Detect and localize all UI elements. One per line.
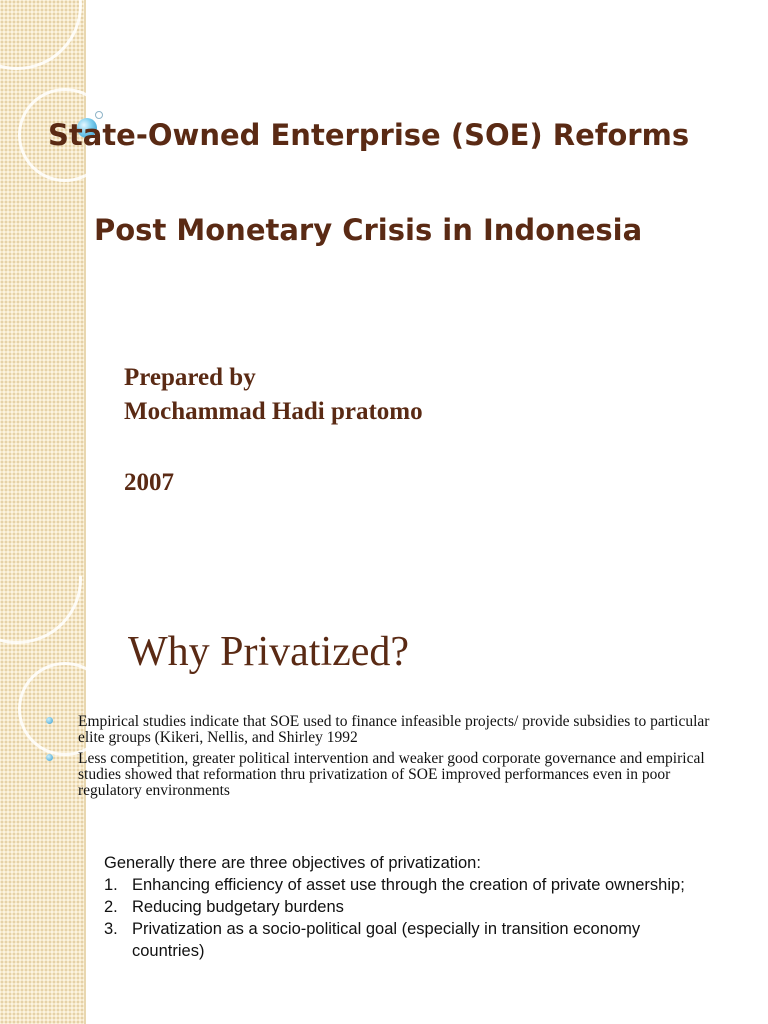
objectives-block bbox=[104, 852, 704, 962]
prepared-by-label: Prepared by bbox=[124, 364, 256, 391]
objectives-intro: Generally there are three objectives of privatization: bbox=[104, 854, 481, 872]
slide-subtitle: Post Monetary Crisis in Indonesia bbox=[94, 213, 643, 247]
objective-number: 3. bbox=[104, 920, 118, 938]
objective-item bbox=[104, 918, 704, 962]
year: 2007 bbox=[124, 469, 174, 496]
bullet-item bbox=[78, 751, 728, 799]
objective-text: Reducing budgetary burdens bbox=[132, 898, 344, 916]
bullet-text: Less competition, greater political intervention and weaker good corporate governance and empirical studies showed that reformation thru privatization of SOE improved performances even in poor regulatory environments bbox=[78, 750, 705, 799]
content-slide bbox=[0, 576, 768, 1024]
slide-heading: Why Privatized? bbox=[128, 629, 410, 675]
bullet-dot-icon bbox=[46, 717, 53, 724]
author-name: Mochammad Hadi pratomo bbox=[124, 398, 423, 425]
objective-text: Enhancing efficiency of asset use through the creation of private ownership; bbox=[132, 876, 685, 894]
objective-item bbox=[104, 874, 704, 896]
objective-number: 2. bbox=[104, 898, 118, 916]
bullet-item bbox=[78, 714, 728, 746]
objective-number: 1. bbox=[104, 876, 118, 894]
strip-edge bbox=[84, 0, 86, 576]
slide-title: State-Owned Enterprise (SOE) Reforms bbox=[48, 118, 690, 152]
objective-item bbox=[104, 896, 704, 918]
objective-text: Privatization as a socio-political goal (especially in transition economy countries) bbox=[132, 920, 641, 960]
bullet-list bbox=[78, 714, 728, 804]
bullet-dot-icon bbox=[46, 754, 53, 761]
bullet-text: Empirical studies indicate that SOE used to finance infeasible projects/ provide subsidies to particular elite groups (Kikeri, Nellis, and Shirley 1992 bbox=[78, 713, 710, 746]
decorative-side-strip bbox=[0, 0, 84, 576]
objectives-list bbox=[104, 874, 704, 962]
